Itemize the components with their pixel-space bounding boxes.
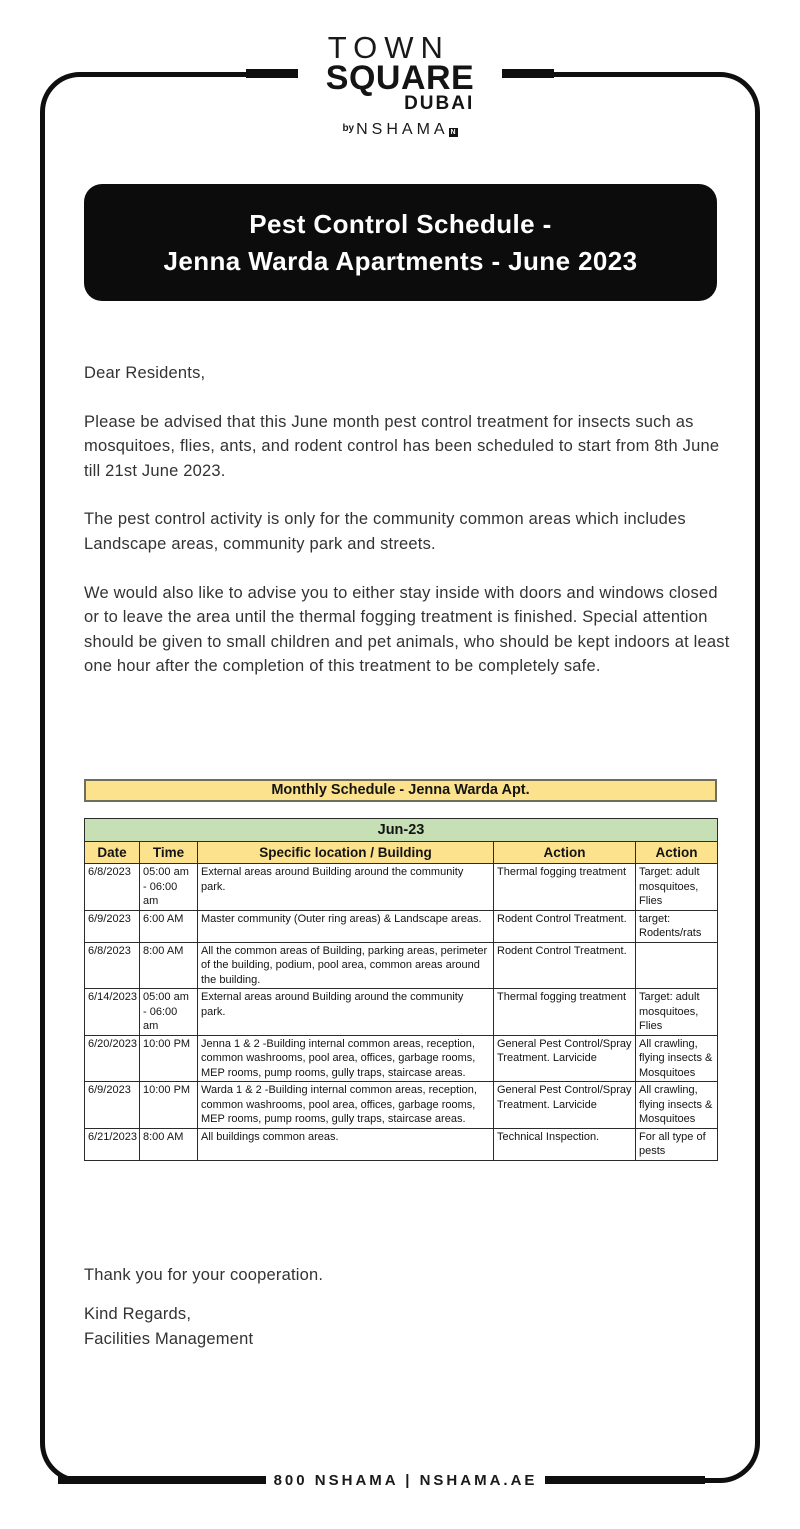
column-header-date: Date [85, 842, 140, 864]
logo-dubai-text: DUBAI [404, 93, 475, 115]
logo-by-text: by [342, 123, 355, 135]
nshama-square-mark-icon: N [450, 129, 456, 137]
bottom-left-dash [58, 1476, 266, 1484]
cell-time: 6:00 AM [140, 910, 198, 942]
cell-time: 8:00 AM [140, 1128, 198, 1160]
table-row [85, 942, 718, 989]
column-header-location: Specific location / Building [198, 842, 494, 864]
top-right-dash [502, 69, 554, 78]
cell-time: 8:00 AM [140, 942, 198, 989]
cell-target: Target: adult mosquitoes, Flies [636, 989, 718, 1036]
cell-target: For all type of pests [636, 1128, 718, 1160]
cell-time: 05:00 am - 06:00 am [140, 864, 198, 911]
cell-target: target: Rodents/rats [636, 910, 718, 942]
column-header-target: Action [636, 842, 718, 864]
cell-date: 6/9/2023 [85, 1082, 140, 1129]
monthly-schedule-banner: Monthly Schedule - Jenna Warda Apt. [84, 779, 717, 802]
paragraph-schedule-dates: Please be advised that this June month pest control treatment for insects such as mosquitoes, flies, ants, and rodent control has been scheduled to start from 8th June till 21st June 2023. [84, 412, 720, 480]
cell-date: 6/14/2023 [85, 989, 140, 1036]
cell-location: All the common areas of Building, parking areas, perimeter of the building, podium, pool area, common areas around the building. [198, 942, 494, 989]
cell-location: External areas around Building around the community park. [198, 864, 494, 911]
table-row [85, 989, 718, 1036]
bottom-right-dash [545, 1476, 705, 1484]
cell-action: Thermal fogging treatment [494, 864, 636, 911]
cell-location: Jenna 1 & 2 -Building internal common areas, reception, common washrooms, pool area, offices, garbage rooms, MEP rooms, pump rooms, gully traps, staircase areas. [198, 1035, 494, 1082]
cell-location: External areas around Building around the community park. [198, 989, 494, 1036]
table-row [85, 1128, 718, 1160]
column-header-row [85, 842, 718, 864]
column-header-time: Time [140, 842, 198, 864]
signature-line: Facilities Management [84, 1330, 254, 1348]
town-square-dubai-logo [326, 26, 474, 142]
cell-date: 6/8/2023 [85, 864, 140, 911]
title-line-2: Jenna Warda Apartments - June 2023 [163, 245, 638, 276]
regards-line: Kind Regards, [84, 1305, 192, 1323]
cell-target: All crawling, flying insects & Mosquitoes [636, 1035, 718, 1082]
thanks-line: Thank you for your cooperation. [84, 1266, 324, 1284]
cell-action: General Pest Control/Spray Treatment. Larvicide [494, 1035, 636, 1082]
logo-square-text: SQUARE [325, 59, 475, 97]
logo-town-text: TOWN [327, 30, 450, 65]
top-left-dash [246, 69, 298, 78]
logo-nshama-text: NSHAMA [356, 121, 449, 139]
table-row [85, 910, 718, 942]
table-row [85, 1082, 718, 1129]
pest-control-schedule-table [84, 818, 718, 1161]
footer-contact: 800 NSHAMA | NSHAMA.AE [266, 1469, 545, 1493]
brand-logo [298, 26, 502, 142]
cell-action: General Pest Control/Spray Treatment. Larvicide [494, 1082, 636, 1129]
cell-date: 6/21/2023 [85, 1128, 140, 1160]
cell-action: Thermal fogging treatment [494, 989, 636, 1036]
cell-target: All crawling, flying insects & Mosquitoes [636, 1082, 718, 1129]
notice-title-banner [84, 184, 717, 301]
cell-action: Rodent Control Treatment. [494, 942, 636, 989]
month-header: Jun-23 [85, 819, 718, 842]
cell-action: Rodent Control Treatment. [494, 910, 636, 942]
greeting: Dear Residents, [84, 364, 206, 382]
cell-date: 6/20/2023 [85, 1035, 140, 1082]
cell-location: Master community (Outer ring areas) & Landscape areas. [198, 910, 494, 942]
table-row [85, 864, 718, 911]
paragraph-safety-advice: We would also like to advise you to either stay inside with doors and windows closed or to leave the area until the thermal fogging treatment is finished. Special attention should be given to small children and pet animals, who should be kept indoors at least one hour after the completion of this treatment to be completely safe. [84, 583, 730, 676]
cell-time: 10:00 PM [140, 1035, 198, 1082]
letter-closing [84, 1263, 323, 1352]
cell-action: Technical Inspection. [494, 1128, 636, 1160]
cell-time: 10:00 PM [140, 1082, 198, 1129]
month-header-row [85, 819, 718, 842]
letter-body [84, 361, 736, 703]
cell-location: Warda 1 & 2 -Building internal common areas, reception, common washrooms, pool area, offices, garbage rooms, MEP rooms, pump rooms, gully traps, staircase areas. [198, 1082, 494, 1129]
cell-location: All buildings common areas. [198, 1128, 494, 1160]
cell-target: Target: adult mosquitoes, Flies [636, 864, 718, 911]
cell-date: 6/8/2023 [85, 942, 140, 989]
cell-target [636, 942, 718, 989]
cell-time: 05:00 am - 06:00 am [140, 989, 198, 1036]
title-line-1: Pest Control Schedule - [249, 208, 552, 239]
column-header-action: Action [494, 842, 636, 864]
logo-byline [342, 122, 457, 138]
paragraph-scope: The pest control activity is only for the community common areas which includes Landscape areas, community park and streets. [84, 510, 686, 553]
cell-date: 6/9/2023 [85, 910, 140, 942]
table-row [85, 1035, 718, 1082]
